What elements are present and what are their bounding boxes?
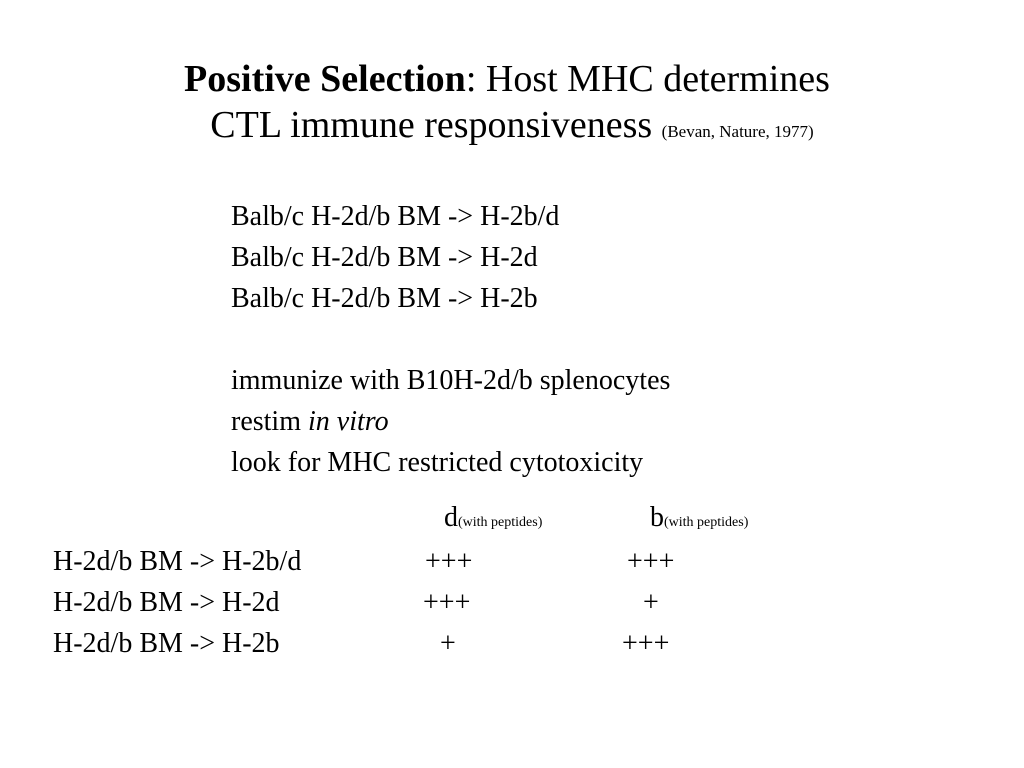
restim-step [231, 401, 670, 442]
immunize-step: immunize with B10H-2d/b splenocytes [231, 365, 671, 396]
column-letter: b [650, 502, 664, 533]
citation: (Bevan, Nature, 1977) [661, 122, 814, 141]
restim-prefix: restim [231, 406, 308, 437]
title-bold-part: Positive Selection [184, 58, 466, 100]
result-cell-d: + [440, 628, 456, 659]
column-letter: d [444, 502, 458, 533]
look-step: look for MHC restricted cytotoxicity [231, 447, 644, 478]
chimera-line: Balb/c H-2d/b BM -> H-2b/d [231, 201, 560, 232]
slide-title [0, 56, 1024, 155]
column-note: (with peptides) [664, 515, 749, 530]
chimera-line: Balb/c H-2d/b BM -> H-2b [231, 283, 538, 314]
chimera-line: Balb/c H-2d/b BM -> H-2d [231, 242, 538, 273]
result-row-label: H-2d/b BM -> H-2b [53, 628, 280, 659]
experiment-protocol [231, 196, 670, 483]
column-header-d [444, 502, 542, 534]
result-cell-d: +++ [425, 546, 473, 577]
result-row-label: H-2d/b BM -> H-2d [53, 587, 280, 618]
title-line-2 [0, 102, 1024, 155]
title-line-2-text: CTL immune responsiveness [210, 104, 653, 146]
spacer [231, 319, 670, 360]
result-cell-d: +++ [423, 587, 471, 618]
result-cell-b: +++ [627, 546, 675, 577]
column-header-b [650, 502, 748, 534]
result-cell-b: +++ [622, 628, 670, 659]
result-row-label: H-2d/b BM -> H-2b/d [53, 546, 302, 577]
column-note: (with peptides) [458, 515, 543, 530]
title-rest-part: : Host MHC determines [465, 58, 830, 100]
result-cell-b: + [643, 587, 659, 618]
title-line-1 [0, 56, 1024, 102]
restim-italic: in vitro [308, 406, 389, 437]
